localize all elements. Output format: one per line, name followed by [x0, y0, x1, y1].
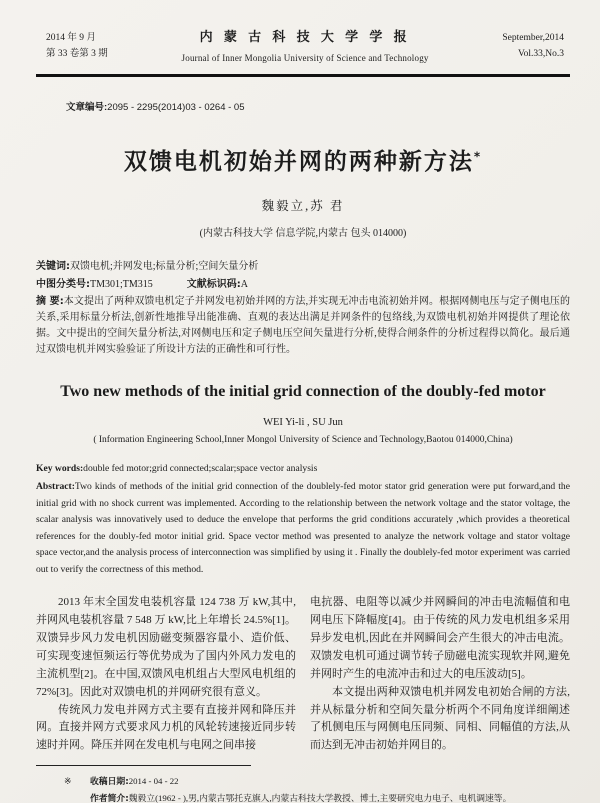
header-date-cn: 2014 年 9 月: [46, 33, 96, 44]
header-volume-cn: 第 33 卷第 3 期: [46, 49, 108, 60]
body-paragraph: 电抗器、电阻等以减少并网瞬间的冲击电流幅值和电网电压下降幅度[4]。由于传统的风力发电机组多采用异步发电机,因此在并网瞬间会产生很大的冲击电流。双馈发电机可通过调节转子励磁电流实现软并网,避免并网时产生的电流冲击和过大的电压波动[5]。: [310, 596, 570, 680]
en-abstract-text: Two kinds of methods of the initial grid connection of the doublely-fed motor stator grid generation were put forward,and the initial grid with no shock current was implemented. According to the relationship between the network voltage and the stator voltage, the scalar analysis was innovatively used to deduce the envelope that performs the grid conditions accurately ,which provides a theoretical references for the doubly-fed motor initial grid. Space vector method was presented to analyze the network voltage and stator voltage space vector,and the analysis process of interconnection was simplified by using it . Finally the doublely-fed motor experiment was carried out to verify the correctness of this method.: [36, 481, 570, 575]
received-date-row: [64, 774, 570, 790]
body-paragraph: 传统风力发电并网方式主要有直接并网和降压并网。直接并网方式要求风力机的风轮转速接近同步转速时并网。降压并网在发电机与电网之间串接: [36, 703, 296, 752]
authors-cn: 魏毅立,苏 君: [261, 199, 345, 214]
author-bio-text: 魏毅立(1962 - ),男,内蒙古鄂托克旗人,内蒙古科技大学教授、博士,主要研究电力电子、电机调速等。: [128, 792, 512, 803]
en-abstract-row: [36, 479, 570, 578]
body-paragraph: 2013 年末全国发电装机容量 124 738 万 kW,其中,并网风电装机容量 7 548 万 kW,比上年增长 24.5%[1]。双馈异步风力发电机因励磁变频器容量小、造价低、可实现变速恒频运行等优势成为了国内外风力发电的主流机型[2]。在中国,双馈风电机组占大型风电机组的 72%[3]。因此对双馈电机的并网研究很有意义。: [36, 596, 296, 698]
article-title-en: Two new methods of the initial grid connection of the doubly-fed motor: [60, 382, 546, 400]
header-divider: [36, 74, 570, 77]
received-date-value: 2014 - 04 - 22: [128, 776, 179, 787]
body-column-right: [310, 594, 570, 755]
body-columns: [36, 594, 570, 755]
author-bio-row: [64, 791, 570, 803]
article-title-cn: 双馈电机初始并网的两种新方法*: [123, 149, 483, 176]
journal-header: [36, 26, 570, 72]
cn-clc-label: 中图分类号:: [36, 278, 90, 290]
en-meta-block: [36, 461, 570, 579]
body-paragraph: 本文提出两种双馈电机并网发电初始合闸的方法,并从标量分析和空间矢量分析两个不同角度详细阐述了机侧电压与网侧电压同频、同相、同幅值的方法,从而达到无冲击初始并网目的。: [310, 685, 570, 752]
cn-meta-block: [36, 259, 570, 358]
authors-en: WEI Yi-li , SU Jun: [263, 416, 343, 428]
en-keywords-label: Key words:: [36, 462, 84, 474]
en-keywords-row: [36, 461, 570, 478]
cn-keywords-row: [36, 259, 570, 275]
cn-doccode-label: 文献标识码:: [186, 278, 241, 290]
journal-name-en: Journal of Inner Mongolia University of Science and Technology: [181, 53, 429, 64]
article-number: [66, 99, 570, 113]
received-date-label: 收稿日期:: [90, 777, 129, 788]
cn-doccode-value: A: [240, 278, 249, 290]
cn-abstract-text: 本文提出了两种双馈电机定子并网发电初始并网的方法,并实现无冲击电流初始并网。根据网侧电压与定子侧电压的关系,采用标量分析法,创新性地推导出能准确、直观的表达出满足并网条件的包络线,为双馈电机初始并网提供了理论依据。文中提出的空间矢量分析法,对网侧电压和定子侧电压空间矢量进行分析,使得合闸条件的分析过程得以简化。最后通过双馈电机并网实验验证了所设计方法的正确性和可行性。: [36, 295, 571, 356]
footnotes: [36, 774, 570, 803]
cn-keywords-value: 双馈电机;并网发电;标量分析;空间矢量分析: [70, 261, 259, 273]
cn-abstract-row: [36, 294, 570, 359]
footnote-divider: [36, 765, 251, 766]
title-footnote-mark: *: [473, 149, 483, 164]
author-bio-label: 作者简介:: [90, 793, 129, 803]
header-date-en: September,2014: [502, 33, 564, 44]
header-issue-en: [502, 30, 564, 62]
en-abstract-label: Abstract:: [36, 481, 75, 493]
body-column-left: [36, 594, 296, 755]
en-keywords-value: double fed motor;grid connected;scalar;space vector analysis: [83, 462, 318, 474]
affiliation-en: ( Information Engineering School,Inner Mongol University of Science and Technology,Baotou 014000,China): [93, 434, 513, 445]
cn-clc-value: TM301;TM315: [90, 278, 153, 290]
article-number-label: 文章编号:: [66, 102, 108, 114]
header-issue-cn: [46, 30, 108, 62]
affiliation-cn: (内蒙古科技大学 信息学院,内蒙古 包头 014000): [199, 228, 407, 240]
cn-keywords-label: 关键词:: [36, 261, 70, 273]
cn-clc-row: [36, 277, 570, 293]
article-number-value: 2095 - 2295(2014)03 - 0264 - 05: [107, 102, 245, 114]
footnote-mark: ※: [64, 776, 72, 787]
journal-name-cn: 内 蒙 古 科 技 大 学 学 报: [199, 29, 411, 44]
cn-abstract-label: 摘 要:: [36, 295, 64, 307]
header-volume-en: Vol.33,No.3: [517, 49, 564, 60]
journal-name: [182, 26, 429, 66]
